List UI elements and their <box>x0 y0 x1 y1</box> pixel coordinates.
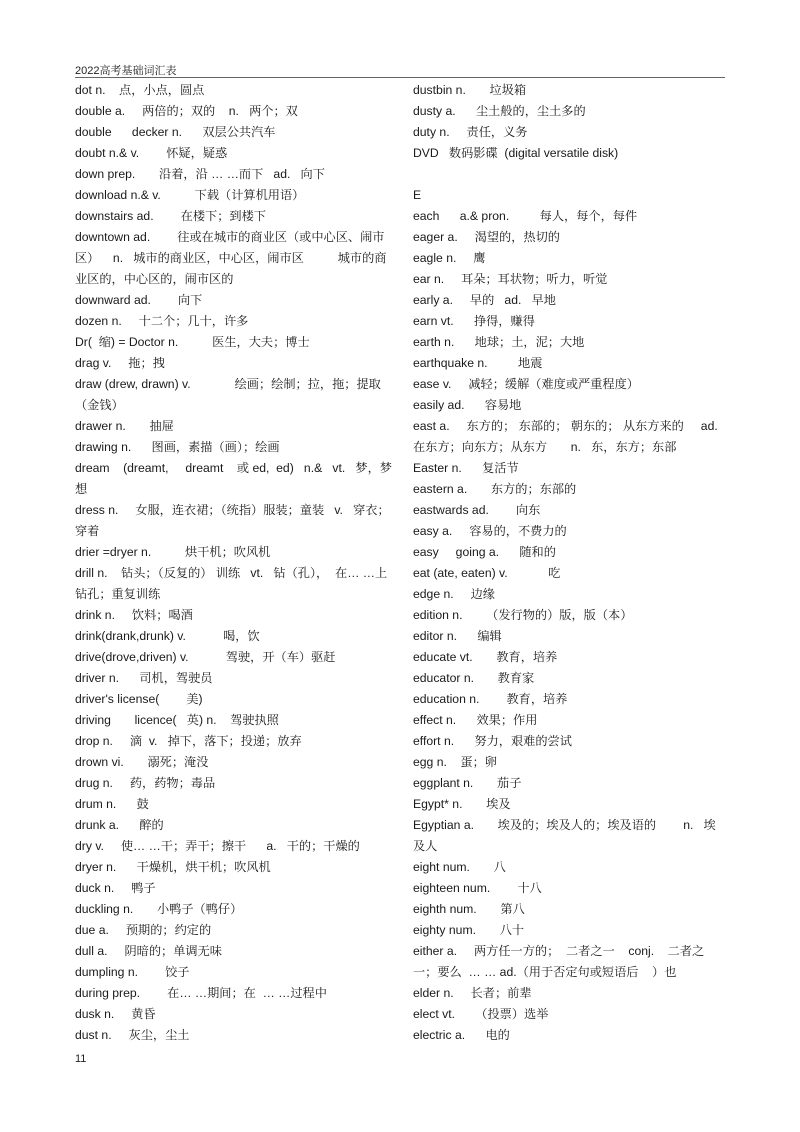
vocab-entry: drink(drank,drunk) v. 喝，饮 <box>75 629 260 643</box>
vocab-entry: edge n. 边缘 <box>413 587 495 601</box>
vocab-entry: egg n. 蛋；卵 <box>413 755 497 769</box>
vocab-entry: eight num. 八 <box>413 860 506 874</box>
vocab-entry: duckling n. 小鸭子（鸭仔） <box>75 902 243 916</box>
vocab-entry: driver's license( 美) <box>75 692 203 706</box>
vocab-entry: educate vt. 教育，培养 <box>413 650 558 664</box>
vocab-entry: either a. 两方任一方的； 二者之一 conj. 二者之一；要么 … … ad.（用于否定句或短语后 ）也 <box>413 944 705 979</box>
vocab-entry: eggplant n. 茄子 <box>413 776 522 790</box>
vocab-entry: eat (ate, eaten) v. 吃 <box>413 566 561 580</box>
vocab-entry: drink n. 饮料；喝酒 <box>75 608 193 622</box>
vocab-entry: downward ad. 向下 <box>75 293 203 307</box>
vocab-entry: Egypt* n. 埃及 <box>413 797 511 811</box>
right-column <box>413 80 728 1046</box>
vocab-entry: easy going a. 随和的 <box>413 545 556 559</box>
vocab-entry: eastern a. 东方的；东部的 <box>413 482 577 496</box>
vocab-entry: dull a. 阴暗的；单调无味 <box>75 944 222 958</box>
vocab-entry: drug n. 药，药物；毒品 <box>75 776 216 790</box>
vocab-entry: duck n. 鸭子 <box>75 881 156 895</box>
vocab-entry: dustbin n. 垃圾箱 <box>413 83 527 97</box>
vocab-entry: ease v. 减轻；缓解（难度或严重程度） <box>413 377 639 391</box>
vocab-entry: dot n. 点，小点，圆点 <box>75 83 205 97</box>
vocab-entry: edition n. （发行物的）版，版（本） <box>413 608 633 622</box>
vocab-entry: drunk a. 醉的 <box>75 818 164 832</box>
vocab-entry: earthquake n. 地震 <box>413 356 543 370</box>
vocab-entry: driving licence( 英) n. 驾驶执照 <box>75 713 279 727</box>
vocab-entry: due a. 预期的；约定的 <box>75 923 212 937</box>
vocab-entry: dry v. 使… …干；弄干；擦干 a. 干的；干燥的 <box>75 839 360 853</box>
page-header-title: 2022高考基础词汇表 <box>75 65 177 77</box>
vocab-entry: down prep. 沿着，沿 … …而下 ad. 向下 <box>75 167 325 181</box>
vocab-entry: eighth num. 第八 <box>413 902 525 916</box>
vocab-entry: draw (drew, drawn) v. 绘画；绘制；拉，拖；提取（金钱） <box>75 377 381 412</box>
vocab-entry: dress n. 女服，连衣裙；（统指）服装；童装 v. 穿衣；穿着 <box>75 503 390 538</box>
vocab-entry: drier =dryer n. 烘干机；吹风机 <box>75 545 271 559</box>
vocab-entry: dryer n. 干燥机，烘干机；吹风机 <box>75 860 271 874</box>
vocab-entry: early a. 早的 ad. 早地 <box>413 293 556 307</box>
vocab-entry: DVD 数码影碟 (digital versatile disk) <box>413 146 619 160</box>
vocab-entry: drawer n. 抽屉 <box>75 419 174 433</box>
vocab-entry: Dr( 缩) = Doctor n. 医生，大夫；博士 <box>75 335 310 349</box>
vocab-entry: dumpling n. 饺子 <box>75 965 190 979</box>
vocab-entry: east a. 东方的； 东部的； 朝东的； 从东方来的 ad. 在东方；向东方；从东方 n. 东，东方；东部 <box>413 419 728 454</box>
blank-line <box>413 164 725 185</box>
vocab-entry: ear n. 耳朵；耳状物；听力，听觉 <box>413 272 608 286</box>
vocab-entry: eighty num. 八十 <box>413 923 525 937</box>
vocab-entry: drown vi. 溺死；淹没 <box>75 755 209 769</box>
vocab-entry: double a. 两倍的；双的 n. 两个；双 <box>75 104 298 118</box>
vocab-entry: dusty a. 尘土般的，尘土多的 <box>413 104 586 118</box>
vocab-entry: dream (dreamt, dreamt 或 ed, ed) n.& vt. 梦，梦想 <box>75 461 392 496</box>
vocab-entry: downtown ad. 往或在城市的商业区（或中心区、闹市区） n. 城市的商业区，中心区，闹市区 城市的商业区的，中心区的，闹市区的 <box>75 230 387 286</box>
vocab-entry: elect vt. （投票）选举 <box>413 1007 549 1021</box>
vocab-entry: driver n. 司机，驾驶员 <box>75 671 213 685</box>
header-rule <box>75 77 725 78</box>
vocab-entry: effect n. 效果；作用 <box>413 713 538 727</box>
vocab-entry: duty n. 责任，义务 <box>413 125 528 139</box>
vocab-entry: eastwards ad. 向东 <box>413 503 541 517</box>
left-column <box>75 80 395 1046</box>
vocab-entry: drive(drove,driven) v. 驾驶，开（车）驱赶 <box>75 650 336 664</box>
vocab-entry: effort n. 努力，艰难的尝试 <box>413 734 572 748</box>
vocab-entry: earn vt. 挣得，赚得 <box>413 314 535 328</box>
vocab-entry: earth n. 地球；土，泥；大地 <box>413 335 585 349</box>
vocab-entry: eighteen num. 十八 <box>413 881 542 895</box>
vocab-entry: elder n. 长者；前辈 <box>413 986 532 1000</box>
vocab-entry: download n.& v. 下载（计算机用语） <box>75 188 305 202</box>
vocab-entry: eagle n. 鹰 <box>413 251 486 265</box>
vocab-entry: downstairs ad. 在楼下；到楼下 <box>75 209 266 223</box>
vocab-entry: easy a. 容易的，不费力的 <box>413 524 567 538</box>
section-letter-heading: E <box>413 188 422 202</box>
vocab-entry: each a.& pron. 每人，每个，每件 <box>413 209 638 223</box>
vocab-entry: easily ad. 容易地 <box>413 398 522 412</box>
vocab-entry: dust n. 灰尘，尘土 <box>75 1028 190 1042</box>
vocab-entry: eager a. 渴望的，热切的 <box>413 230 560 244</box>
vocab-entry: editor n. 编辑 <box>413 629 502 643</box>
vocab-entry: double decker n. 双层公共汽车 <box>75 125 276 139</box>
vocab-entry: drop n. 滴 v. 掉下，落下；投递；放弃 <box>75 734 302 748</box>
vocab-entry: education n. 教育，培养 <box>413 692 568 706</box>
page-number: 11 <box>75 1053 87 1065</box>
vocab-entry: drawing n. 图画，素描（画）；绘画 <box>75 440 280 454</box>
vocab-entry: drag v. 拖；拽 <box>75 356 165 370</box>
vocab-entry: Easter n. 复活节 <box>413 461 519 475</box>
vocab-entry: electric a. 电的 <box>413 1028 510 1042</box>
vocab-entry: Egyptian a. 埃及的；埃及人的；埃及语的 n. 埃及人 <box>413 818 716 853</box>
vocab-entry: during prep. 在… …期间；在 … …过程中 <box>75 986 327 1000</box>
vocab-entry: doubt n.& v. 怀疑，疑惑 <box>75 146 228 160</box>
vocab-entry: educator n. 教育家 <box>413 671 535 685</box>
vocab-entry: drum n. 鼓 <box>75 797 149 811</box>
vocab-entry: dozen n. 十二个；几十，许多 <box>75 314 249 328</box>
vocab-entry: dusk n. 黄昏 <box>75 1007 156 1021</box>
vocab-entry: drill n. 钻头；（反复的） 训练 vt. 钻（孔）， 在… …上钻孔；重复训练 <box>75 566 388 601</box>
